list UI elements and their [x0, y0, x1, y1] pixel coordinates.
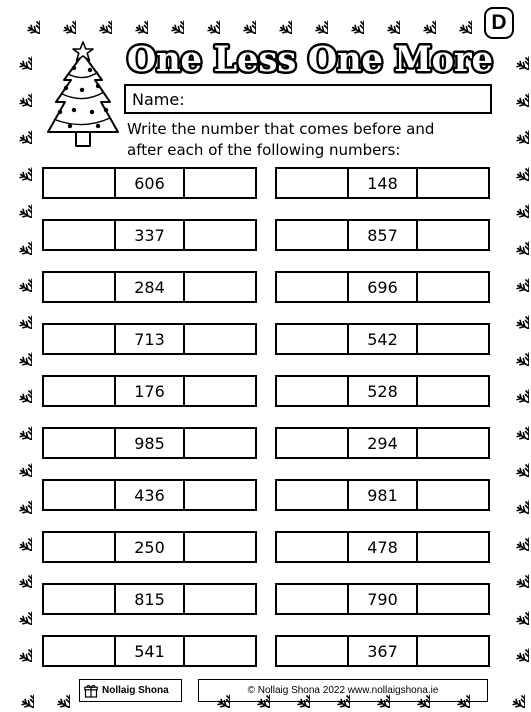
- number-row: [275, 635, 490, 667]
- given-number: 815: [134, 589, 165, 609]
- snowflake-icon: [499, 632, 529, 662]
- one-more-answer-box[interactable]: [416, 637, 488, 665]
- one-less-answer-box[interactable]: [277, 221, 349, 249]
- snowflake-icon: [190, 4, 220, 34]
- one-more-answer-box[interactable]: [183, 533, 255, 561]
- one-less-answer-box[interactable]: [44, 221, 116, 249]
- one-less-answer-box[interactable]: [44, 325, 116, 353]
- snowflake-icon: [2, 410, 32, 440]
- snowflake-icon: [262, 4, 292, 34]
- snowflake-icon: [2, 447, 32, 477]
- one-less-answer-box[interactable]: [277, 533, 349, 561]
- given-number: 176: [134, 381, 165, 401]
- one-more-answer-box[interactable]: [416, 325, 488, 353]
- one-more-answer-box[interactable]: [416, 377, 488, 405]
- one-more-answer-box[interactable]: [416, 585, 488, 613]
- given-number: 985: [134, 433, 165, 453]
- number-row: [275, 323, 490, 355]
- gift-icon: [84, 684, 98, 698]
- given-number: 606: [134, 173, 165, 193]
- snowflake-icon: [499, 77, 529, 107]
- one-less-answer-box[interactable]: [277, 273, 349, 301]
- snowflake-icon: [495, 678, 525, 708]
- footer-logo: [79, 679, 182, 702]
- worksheet-letter-badge: D: [484, 7, 514, 39]
- snowflake-icon: [298, 4, 328, 34]
- one-less-answer-box[interactable]: [277, 325, 349, 353]
- snowflake-icon: [4, 678, 34, 708]
- snowflake-icon: [2, 114, 32, 144]
- given-number: 528: [367, 381, 398, 401]
- one-less-answer-box[interactable]: [44, 169, 116, 197]
- one-less-answer-box[interactable]: [44, 533, 116, 561]
- instructions: [127, 119, 507, 161]
- given-number: 284: [134, 277, 165, 297]
- snowflake-icon: [82, 4, 112, 34]
- one-more-answer-box[interactable]: [416, 481, 488, 509]
- given-number: 981: [367, 485, 398, 505]
- given-number: 294: [367, 433, 398, 453]
- one-less-answer-box[interactable]: [44, 481, 116, 509]
- one-more-answer-box[interactable]: [416, 169, 488, 197]
- number-row: [42, 427, 257, 459]
- one-less-answer-box[interactable]: [277, 429, 349, 457]
- number-row: [42, 583, 257, 615]
- snowflake-icon: [40, 678, 70, 708]
- given-number: 541: [134, 641, 165, 661]
- number-row: [275, 375, 490, 407]
- one-more-answer-box[interactable]: [183, 325, 255, 353]
- number-row: [42, 219, 257, 251]
- one-less-answer-box[interactable]: [277, 481, 349, 509]
- one-less-answer-box[interactable]: [44, 377, 116, 405]
- number-row: [275, 271, 490, 303]
- given-number: 250: [134, 537, 165, 557]
- one-more-answer-box[interactable]: [416, 533, 488, 561]
- snowflake-icon: [499, 188, 529, 218]
- one-less-answer-box[interactable]: [44, 585, 116, 613]
- snowflake-icon: [118, 4, 148, 34]
- snowflake-icon: [226, 4, 256, 34]
- snowflake-icon: [499, 225, 529, 255]
- one-more-answer-box[interactable]: [416, 429, 488, 457]
- given-number: 696: [367, 277, 398, 297]
- one-more-answer-box[interactable]: [183, 377, 255, 405]
- given-number: 367: [367, 641, 398, 661]
- instructions-line: Write the number that comes before and: [127, 120, 435, 138]
- snowflake-icon: [499, 40, 529, 70]
- number-row: [42, 479, 257, 511]
- one-more-answer-box[interactable]: [416, 273, 488, 301]
- snowflake-icon: [499, 336, 529, 366]
- snowflake-icon: [2, 151, 32, 181]
- number-row: [275, 219, 490, 251]
- snowflake-icon: [334, 4, 364, 34]
- snowflake-icon: [499, 410, 529, 440]
- snowflake-icon: [499, 262, 529, 292]
- snowflake-icon: [2, 77, 32, 107]
- snowflake-icon: [499, 484, 529, 514]
- number-row: [275, 167, 490, 199]
- snowflake-icon: [499, 595, 529, 625]
- one-less-answer-box[interactable]: [277, 169, 349, 197]
- page-title-text: One Less One More: [127, 39, 493, 80]
- one-more-answer-box[interactable]: [183, 169, 255, 197]
- snowflake-icon: [442, 4, 472, 34]
- one-less-answer-box[interactable]: [44, 429, 116, 457]
- given-number: 337: [134, 225, 165, 245]
- number-row: [42, 635, 257, 667]
- snowflake-icon: [406, 4, 436, 34]
- snowflake-icon: [370, 4, 400, 34]
- given-number: 436: [134, 485, 165, 505]
- one-less-answer-box[interactable]: [277, 585, 349, 613]
- number-row: [42, 323, 257, 355]
- snowflake-icon: [499, 373, 529, 403]
- one-less-answer-box[interactable]: [277, 637, 349, 665]
- snowflake-icon: [2, 595, 32, 625]
- given-number: 148: [367, 173, 398, 193]
- number-row: [42, 375, 257, 407]
- one-more-answer-box[interactable]: [183, 585, 255, 613]
- name-field[interactable]: [124, 84, 492, 114]
- given-number: 857: [367, 225, 398, 245]
- snowflake-icon: [154, 4, 184, 34]
- snowflake-icon: [2, 373, 32, 403]
- snowflake-icon: [2, 225, 32, 255]
- snowflake-icon: [2, 188, 32, 218]
- one-more-answer-box[interactable]: [183, 221, 255, 249]
- snowflake-icon: [2, 336, 32, 366]
- one-more-answer-box[interactable]: [183, 429, 255, 457]
- christmas-tree-icon: [44, 40, 122, 150]
- snowflake-icon: [2, 521, 32, 551]
- given-number: 542: [367, 329, 398, 349]
- number-row: [275, 427, 490, 459]
- one-more-answer-box[interactable]: [183, 273, 255, 301]
- snowflake-icon: [2, 484, 32, 514]
- one-more-answer-box[interactable]: [183, 481, 255, 509]
- snowflake-icon: [2, 40, 32, 70]
- one-less-answer-box[interactable]: [44, 273, 116, 301]
- number-row: [42, 531, 257, 563]
- number-row: [275, 583, 490, 615]
- page-title: [124, 38, 496, 80]
- number-row: [42, 271, 257, 303]
- snowflake-icon: [2, 262, 32, 292]
- snowflake-icon: [2, 299, 32, 329]
- snowflake-icon: [46, 4, 76, 34]
- given-number: 478: [367, 537, 398, 557]
- number-row: [42, 167, 257, 199]
- number-row: [275, 531, 490, 563]
- given-number: 790: [367, 589, 398, 609]
- one-less-answer-box[interactable]: [44, 637, 116, 665]
- snowflake-icon: [499, 521, 529, 551]
- footer-copyright: © Nollaig Shona 2022 www.nollaigshona.ie: [198, 679, 488, 702]
- instructions-line: after each of the following numbers:: [127, 141, 401, 159]
- one-more-answer-box[interactable]: [183, 637, 255, 665]
- snowflake-icon: [10, 4, 40, 34]
- snowflake-icon: [499, 447, 529, 477]
- snowflake-icon: [499, 299, 529, 329]
- name-label: Name:: [132, 89, 185, 109]
- snowflake-icon: [499, 558, 529, 588]
- number-row: [275, 479, 490, 511]
- footer-logo-text: Nollaig Shona: [102, 685, 169, 696]
- one-more-answer-box[interactable]: [416, 221, 488, 249]
- given-number: 713: [134, 329, 165, 349]
- snowflake-icon: [2, 632, 32, 662]
- snowflake-icon: [2, 558, 32, 588]
- one-less-answer-box[interactable]: [277, 377, 349, 405]
